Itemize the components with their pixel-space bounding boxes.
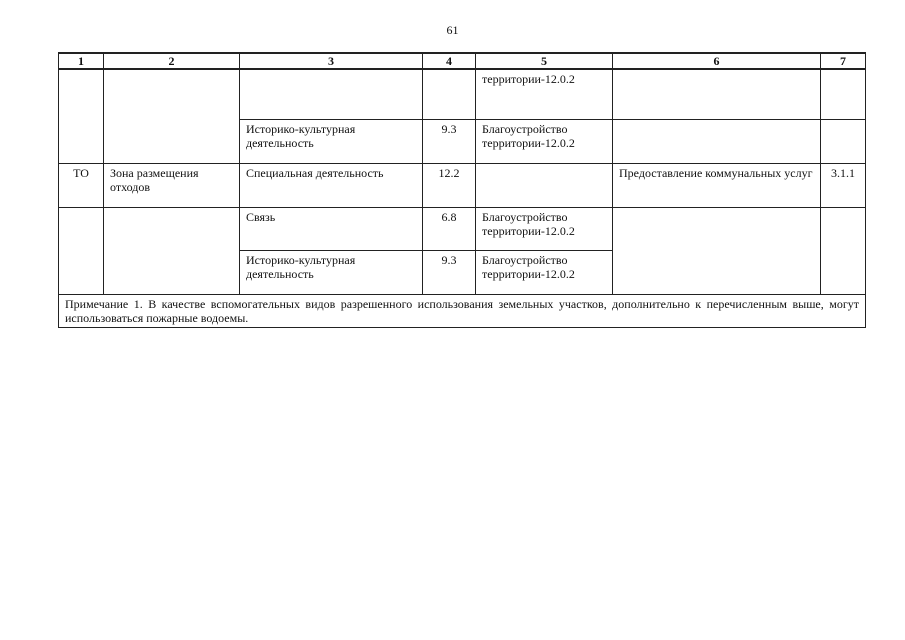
zone-code-cell (59, 208, 104, 295)
table-row (59, 164, 866, 208)
aux-use-cell: Благоустройство территории-12.0.2 (476, 120, 613, 164)
use-type-cell: Историко-культурная деятельность (240, 120, 423, 164)
header-cell: 3 (240, 53, 423, 69)
zone-name-cell (104, 69, 240, 164)
use-code-cell: 9.3 (423, 120, 476, 164)
use-code-cell: 9.3 (423, 251, 476, 295)
land-use-table (58, 52, 866, 328)
use-code-cell: 6.8 (423, 208, 476, 251)
use-type-cell: Специальная деятельность (240, 164, 423, 208)
conditional-code-cell (821, 208, 866, 295)
table-row (59, 208, 866, 251)
header-cell: 7 (821, 53, 866, 69)
header-cell: 5 (476, 53, 613, 69)
aux-use-cell: территории-12.0.2 (476, 69, 613, 120)
use-type-cell (240, 69, 423, 120)
table-note: Примечание 1. В качестве вспомогательных видов разрешенного использования земельных участков, дополнительно к перечисленным выше, могут использоваться пожарные водоемы. (59, 295, 866, 328)
zone-code-cell (59, 69, 104, 164)
conditional-use-cell (613, 120, 821, 164)
header-cell: 1 (59, 53, 104, 69)
zone-name-cell (104, 208, 240, 295)
table-note-row (59, 295, 866, 328)
table-row (59, 69, 866, 120)
zone-code-cell: ТО (59, 164, 104, 208)
conditional-use-cell: Предоставление коммунальных услуг (613, 164, 821, 208)
aux-use-cell: Благоустройство территории-12.0.2 (476, 208, 613, 251)
use-type-cell: Историко-культурная деятельность (240, 251, 423, 295)
conditional-code-cell (821, 69, 866, 120)
aux-use-cell (476, 164, 613, 208)
conditional-use-cell (613, 69, 821, 120)
aux-use-cell: Благоустройство территории-12.0.2 (476, 251, 613, 295)
conditional-code-cell (821, 120, 866, 164)
header-cell: 4 (423, 53, 476, 69)
table-header-row (59, 53, 866, 69)
header-cell: 2 (104, 53, 240, 69)
use-type-cell: Связь (240, 208, 423, 251)
use-code-cell (423, 69, 476, 120)
header-cell: 6 (613, 53, 821, 69)
page-number: 61 (446, 23, 459, 37)
zone-name-cell: Зона размещения отходов (104, 164, 240, 208)
use-code-cell: 12.2 (423, 164, 476, 208)
conditional-code-cell: 3.1.1 (821, 164, 866, 208)
conditional-use-cell (613, 208, 821, 295)
